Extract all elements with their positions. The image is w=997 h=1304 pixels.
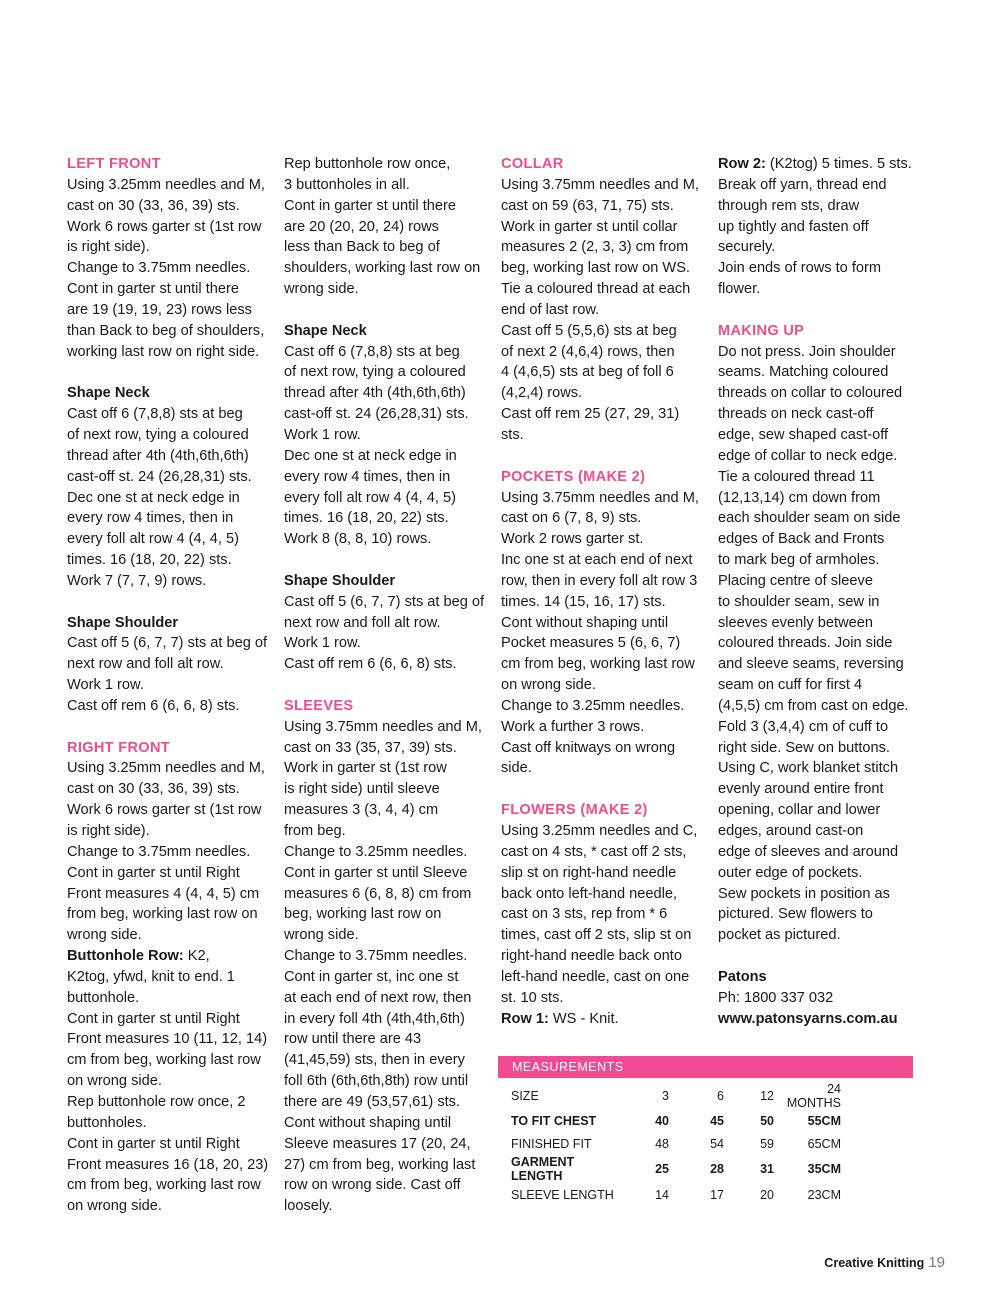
instruction-line: right side. Sew on buttons.: [718, 739, 890, 756]
column-3: [501, 154, 706, 1029]
instruction-line: (41,45,59) sts, then in every: [284, 1052, 465, 1069]
instruction-line: pocket as pictured.: [718, 927, 841, 944]
instruction-line: times. 16 (18, 20, 22) sts.: [67, 552, 232, 569]
instruction-line: to mark beg of armholes.: [718, 552, 880, 569]
instruction-line: sleeves evenly between: [718, 614, 873, 631]
instruction-line: less than Back to beg of: [284, 239, 440, 256]
section-heading: LEFT FRONT: [67, 156, 161, 172]
instruction-line: next row and foll alt row.: [284, 614, 441, 631]
instruction-line: cast on 4 sts, * cast off 2 sts,: [501, 843, 687, 860]
paragraph-gap: [67, 362, 272, 383]
instruction-line: loosely.: [284, 1198, 333, 1215]
instruction-line: foll 6th (6th,6th,8th) row until: [284, 1073, 469, 1090]
measurements-grid: [498, 1082, 913, 1206]
instruction-line: up tightly and fasten off: [718, 218, 869, 235]
instruction-line: on wrong side.: [501, 677, 596, 694]
instruction-line: is right side).: [67, 239, 150, 256]
instruction-line: cast-off st. 24 (26,28,31) sts.: [67, 468, 252, 485]
measurement-value: 54: [710, 1137, 724, 1152]
instruction-line: thread after 4th (4th,6th,6th): [284, 385, 466, 402]
instruction-line: Cast off 5 (5,5,6) sts at beg: [501, 322, 677, 339]
instruction-line: [501, 1009, 706, 1030]
instruction-line: Work 7 (7, 7, 9) rows.: [67, 572, 207, 589]
instruction-line: wrong side.: [67, 927, 142, 944]
instruction-line: securely.: [718, 239, 776, 256]
instruction-line: of next row, tying a coloured: [67, 426, 249, 443]
instruction-line: cm from beg, working last row: [67, 1052, 261, 1069]
instruction-line: Join ends of rows to form: [718, 260, 882, 277]
row-label: Row 2:: [718, 156, 766, 172]
instruction-line: shoulders, working last row on: [284, 260, 481, 277]
instruction-line: Do not press. Join shoulder: [718, 343, 896, 360]
instruction-line: Cast off 6 (7,8,8) sts at beg: [67, 406, 243, 423]
instruction-line: opening, collar and lower: [718, 802, 881, 819]
measurement-label: SIZE: [511, 1089, 539, 1103]
instruction-line: (4,5,5) cm from cast on edge.: [718, 697, 909, 714]
instruction-line: Ph: 1800 337 032: [718, 989, 834, 1006]
instruction-line: Work in garter st until collar: [501, 218, 678, 235]
instruction-line: Work 2 rows garter st.: [501, 531, 644, 548]
instruction-line: Change to 3.75mm needles.: [67, 260, 251, 277]
instruction-line: Work in garter st (1st row: [284, 760, 447, 777]
publication-name: Creative Knitting: [824, 1256, 925, 1270]
table-padding: [841, 1133, 913, 1156]
instruction-line: Work a further 3 rows.: [501, 718, 645, 735]
instruction-line: on wrong side.: [67, 1073, 162, 1090]
instruction-line: cast on 30 (33, 36, 39) sts.: [67, 781, 240, 798]
instruction-line: cast on 33 (35, 37, 39) sts.: [284, 739, 457, 756]
instruction-line: Using 3.75mm needles and M,: [284, 718, 482, 735]
paragraph-gap: [284, 675, 489, 696]
subheading: www.patonsyarns.com.au: [718, 1010, 898, 1027]
subheading: Shape Shoulder: [284, 572, 396, 589]
section-heading: POCKETS (MAKE 2): [501, 468, 646, 485]
instruction-line: Cont in garter st until Right: [67, 1135, 240, 1152]
instruction-line: times. 16 (18, 20, 22) sts.: [284, 510, 449, 527]
instruction-line: is right side) until sleeve: [284, 781, 440, 798]
instruction-line: beg, working last row on WS.: [501, 260, 690, 277]
instruction-line: Rep buttonhole row once,: [284, 156, 451, 172]
instruction-line: Change to 3.75mm needles.: [284, 948, 468, 965]
paragraph-gap: [718, 946, 923, 967]
instruction-line: Work 1 row.: [67, 677, 144, 694]
measurement-value: 40: [655, 1114, 669, 1129]
instruction-line: edges of Back and Fronts: [718, 531, 885, 548]
section-heading: MAKING UP: [718, 322, 805, 339]
instruction-line: of next row, tying a coloured: [284, 364, 466, 381]
instruction-line: row until there are 43: [284, 1031, 422, 1048]
instruction-line: cast on 6 (7, 8, 9) sts.: [501, 510, 642, 527]
instruction-line: than Back to beg of shoulders,: [67, 322, 265, 339]
instruction-line: every row 4 times, then in: [284, 468, 451, 485]
instruction-line: threads on neck cast-off: [718, 406, 874, 423]
instruction-line: edge of sleeves and around: [718, 843, 899, 860]
instruction-line: Using 3.25mm needles and C,: [501, 823, 698, 839]
column-2: [284, 154, 489, 1217]
column-1: [67, 154, 272, 1217]
row-text: K2,: [183, 948, 210, 965]
instruction-line: Sleeve measures 17 (20, 24,: [284, 1135, 471, 1152]
instruction-line: from beg.: [284, 823, 346, 839]
instruction-line: Cast off 5 (6, 7, 7) sts at beg of: [67, 635, 268, 652]
instruction-line: at each end of next row, then: [284, 989, 472, 1006]
instruction-line: Work 8 (8, 8, 10) rows.: [284, 531, 432, 548]
paragraph-gap: [67, 592, 272, 613]
measurement-row: [498, 1155, 913, 1183]
instruction-line: beg, working last row on: [284, 906, 442, 923]
instruction-line: K2tog, yfwd, knit to end. 1: [67, 968, 235, 985]
instruction-line: to shoulder seam, sew in: [718, 593, 880, 610]
instruction-line: (4,2,4) rows.: [501, 385, 583, 402]
measurement-value: 35CM: [807, 1162, 841, 1177]
instruction-line: Work 6 rows garter st (1st row: [67, 802, 262, 819]
instruction-line: Work 1 row.: [284, 426, 361, 443]
instruction-line: cast on 30 (33, 36, 39) sts.: [67, 197, 240, 214]
instruction-line: are 19 (19, 19, 23) rows less: [67, 301, 252, 318]
instruction-line: Using 3.75mm needles and M,: [501, 489, 699, 506]
instruction-line: pictured. Sew flowers to: [718, 906, 873, 923]
instruction-line: Cont in garter st until there: [67, 281, 239, 298]
instruction-line: edge, sew shaped cast-off: [718, 426, 889, 443]
instruction-line: Change to 3.75mm needles.: [67, 843, 251, 860]
instruction-line: edges, around cast-on: [718, 823, 864, 839]
instruction-line: seam on cuff for first 4: [718, 677, 863, 694]
instruction-line: times. 14 (15, 16, 17) sts.: [501, 593, 666, 610]
instruction-line: Work 1 row.: [284, 635, 361, 652]
instruction-line: Front measures 4 (4, 4, 5) cm: [67, 885, 260, 902]
instruction-line: Using 3.25mm needles and M,: [67, 176, 265, 193]
subheading: Patons: [718, 968, 767, 985]
instruction-line: each shoulder seam on side: [718, 510, 901, 527]
instruction-line: cm from beg, working last row: [67, 1177, 261, 1194]
instruction-line: Inc one st at each end of next: [501, 552, 693, 569]
instruction-line: 27) cm from beg, working last: [284, 1156, 476, 1173]
instruction-line: next row and foll alt row.: [67, 656, 224, 673]
table-padding: [841, 1110, 913, 1133]
instruction-line: flower.: [718, 281, 761, 298]
instruction-line: right-hand needle back onto: [501, 948, 682, 965]
instruction-line: thread after 4th (4th,6th,6th): [67, 447, 249, 464]
instruction-line: Using C, work blanket stitch: [718, 760, 899, 777]
paragraph-gap: [284, 300, 489, 321]
measurement-row: [498, 1183, 913, 1206]
measurement-value: 3: [662, 1089, 669, 1103]
instruction-line: cast on 3 sts, rep from * 6: [501, 906, 668, 923]
subheading: Shape Neck: [284, 322, 367, 339]
instruction-line: Cont without shaping until: [501, 614, 669, 631]
instruction-line: on wrong side.: [67, 1198, 162, 1215]
instruction-line: outer edge of pockets.: [718, 864, 863, 881]
instruction-line: are 20 (20, 20, 24) rows: [284, 218, 439, 235]
measurement-value: 28: [710, 1162, 724, 1177]
instruction-line: Cont in garter st, inc one st: [284, 968, 459, 985]
measurement-value: 25: [655, 1162, 669, 1177]
column-4: [718, 154, 923, 1029]
instruction-line: measures 6 (6, 8, 8) cm from: [284, 885, 472, 902]
instruction-line: and sleeve seams, reversing: [718, 656, 904, 673]
instruction-line: every foll alt row 4 (4, 4, 5): [67, 531, 239, 548]
instruction-line: seams. Matching coloured: [718, 364, 889, 381]
instruction-line: Break off yarn, thread end: [718, 176, 887, 193]
measurement-value: 65CM: [807, 1137, 841, 1152]
instruction-line: from beg, working last row on: [67, 906, 258, 923]
instruction-line: every foll alt row 4 (4, 4, 5): [284, 489, 456, 506]
instruction-line: Rep buttonhole row once, 2: [67, 1093, 246, 1110]
instruction-line: buttonholes.: [67, 1114, 147, 1131]
measurement-value: 23CM: [807, 1187, 841, 1202]
instruction-line: cm from beg, working last row: [501, 656, 695, 673]
measurement-label: FINISHED FIT: [511, 1137, 592, 1152]
paragraph-gap: [67, 717, 272, 738]
subheading: Shape Shoulder: [67, 614, 179, 631]
instruction-line: measures 3 (3, 4, 4) cm: [284, 802, 439, 819]
measurements-table: [498, 1056, 913, 1206]
instruction-line: cast-off st. 24 (26,28,31) sts.: [284, 406, 469, 423]
instruction-line: evenly around entire front: [718, 781, 884, 798]
section-heading: RIGHT FRONT: [67, 739, 171, 756]
table-padding: [841, 1155, 913, 1183]
page-number: 19: [928, 1254, 945, 1271]
instruction-line: Dec one st at neck edge in: [284, 447, 457, 464]
row-label: Buttonhole Row:: [67, 948, 184, 965]
instruction-line: (12,13,14) cm down from: [718, 489, 881, 506]
instruction-line: wrong side.: [284, 281, 359, 298]
measurement-value: 45: [710, 1114, 724, 1129]
row-text: WS - Knit.: [548, 1010, 619, 1027]
instruction-line: Cont in garter st until there: [284, 197, 456, 214]
instruction-line: Fold 3 (3,4,4) cm of cuff to: [718, 718, 889, 735]
instruction-line: Sew pockets in position as: [718, 885, 890, 902]
measurement-label: SLEEVE LENGTH: [511, 1187, 614, 1202]
row-label: Row 1:: [501, 1010, 549, 1027]
instruction-line: Change to 3.25mm needles.: [284, 843, 468, 860]
instruction-line: Cast off rem 6 (6, 6, 8) sts.: [284, 656, 457, 673]
instruction-line: end of last row.: [501, 301, 600, 318]
section-heading: FLOWERS (MAKE 2): [501, 802, 648, 819]
measurement-value: 20: [760, 1187, 774, 1202]
paragraph-gap: [718, 300, 923, 321]
measurement-value: 6: [717, 1089, 724, 1103]
instruction-line: Tie a coloured thread at each: [501, 281, 691, 298]
instruction-line: Placing centre of sleeve: [718, 572, 873, 589]
instruction-line: Front measures 10 (11, 12, 14): [67, 1031, 268, 1048]
instruction-line: Work 6 rows garter st (1st row: [67, 218, 262, 235]
instruction-line: Cast off rem 25 (27, 29, 31): [501, 406, 680, 423]
row-text: (K2tog) 5 times. 5 sts.: [765, 156, 912, 172]
measurement-value: 17: [710, 1187, 724, 1202]
instruction-line: every row 4 times, then in: [67, 510, 234, 527]
measurement-value: 12: [760, 1089, 774, 1103]
instruction-line: slip st on right-hand needle: [501, 864, 677, 881]
table-padding: [841, 1183, 913, 1206]
instruction-line: 3 buttonholes in all.: [284, 176, 410, 193]
instruction-line: of next 2 (4,6,4) rows, then: [501, 343, 675, 360]
paragraph-gap: [501, 779, 706, 800]
instruction-line: Cast off 5 (6, 7, 7) sts at beg of: [284, 593, 485, 610]
measurement-row: [498, 1133, 913, 1156]
instruction-line: Cast off 6 (7,8,8) sts at beg: [284, 343, 460, 360]
instruction-line: buttonhole.: [67, 989, 140, 1006]
measurement-row: [498, 1110, 913, 1133]
paragraph-gap: [284, 550, 489, 571]
instruction-line: edge of collar to neck edge.: [718, 447, 898, 464]
measurement-label: TO FIT CHEST: [511, 1114, 597, 1129]
measurements-header: MEASUREMENTS: [498, 1056, 913, 1078]
instruction-line: Cont without shaping until: [284, 1114, 452, 1131]
instruction-line: Tie a coloured thread 11: [718, 468, 875, 485]
instruction-line: threads on collar to coloured: [718, 385, 903, 402]
measurement-value: 14: [655, 1187, 669, 1202]
measurement-value: 48: [655, 1137, 669, 1152]
instruction-line: 4 (4,6,5) sts at beg of foll 6: [501, 364, 674, 381]
instruction-line: [718, 154, 923, 175]
measurement-value: 24 MONTHS: [786, 1082, 841, 1110]
table-padding: [841, 1082, 913, 1110]
instruction-line: Cont in garter st until Right: [67, 1010, 240, 1027]
instruction-line: there are 49 (53,57,61) sts.: [284, 1093, 461, 1110]
section-heading: COLLAR: [501, 156, 564, 172]
instruction-line: st. 10 sts.: [501, 989, 564, 1006]
measurement-label: GARMENT LENGTH: [511, 1155, 575, 1184]
instruction-line: in every foll 4th (4th,4th,6th): [284, 1010, 465, 1027]
instruction-line: Cast off rem 6 (6, 6, 8) sts.: [67, 697, 240, 714]
instruction-line: back onto left-hand needle,: [501, 885, 678, 902]
instruction-line: Cont in garter st until Sleeve: [284, 864, 468, 881]
page-footer: [810, 1254, 945, 1271]
instruction-line: row, then in every foll alt row 3: [501, 572, 698, 589]
paragraph-gap: [501, 446, 706, 467]
instruction-line: measures 2 (2, 3, 3) cm from: [501, 239, 689, 256]
instruction-line: Dec one st at neck edge in: [67, 489, 240, 506]
instruction-line: through rem sts, draw: [718, 197, 860, 214]
measurement-value: 31: [760, 1162, 774, 1177]
instruction-line: [67, 946, 272, 967]
measurement-row: [498, 1082, 913, 1110]
instruction-line: Using 3.25mm needles and M,: [67, 760, 265, 777]
instruction-line: Pocket measures 5 (6, 6, 7): [501, 635, 681, 652]
measurement-value: 59: [760, 1137, 774, 1152]
measurement-value: 50: [760, 1114, 774, 1129]
instruction-line: sts.: [501, 426, 524, 443]
instruction-line: left-hand needle, cast on one: [501, 968, 690, 985]
instruction-line: coloured threads. Join side: [718, 635, 893, 652]
measurement-value: 55CM: [807, 1114, 841, 1129]
subheading: Shape Neck: [67, 385, 150, 402]
instruction-line: side.: [501, 760, 532, 777]
instruction-line: wrong side.: [284, 927, 359, 944]
instruction-line: Using 3.75mm needles and M,: [501, 176, 699, 193]
instruction-line: is right side).: [67, 823, 150, 839]
instruction-line: Cont in garter st until Right: [67, 864, 240, 881]
instruction-line: working last row on right side.: [67, 343, 260, 360]
section-heading: SLEEVES: [284, 697, 354, 714]
instruction-line: cast on 59 (63, 71, 75) sts.: [501, 197, 674, 214]
instruction-line: Front measures 16 (18, 20, 23): [67, 1156, 269, 1173]
instruction-line: Change to 3.25mm needles.: [501, 697, 685, 714]
instruction-line: row on wrong side. Cast off: [284, 1177, 461, 1194]
instruction-line: Cast off knitways on wrong: [501, 739, 676, 756]
instruction-line: times, cast off 2 sts, slip st on: [501, 927, 692, 944]
